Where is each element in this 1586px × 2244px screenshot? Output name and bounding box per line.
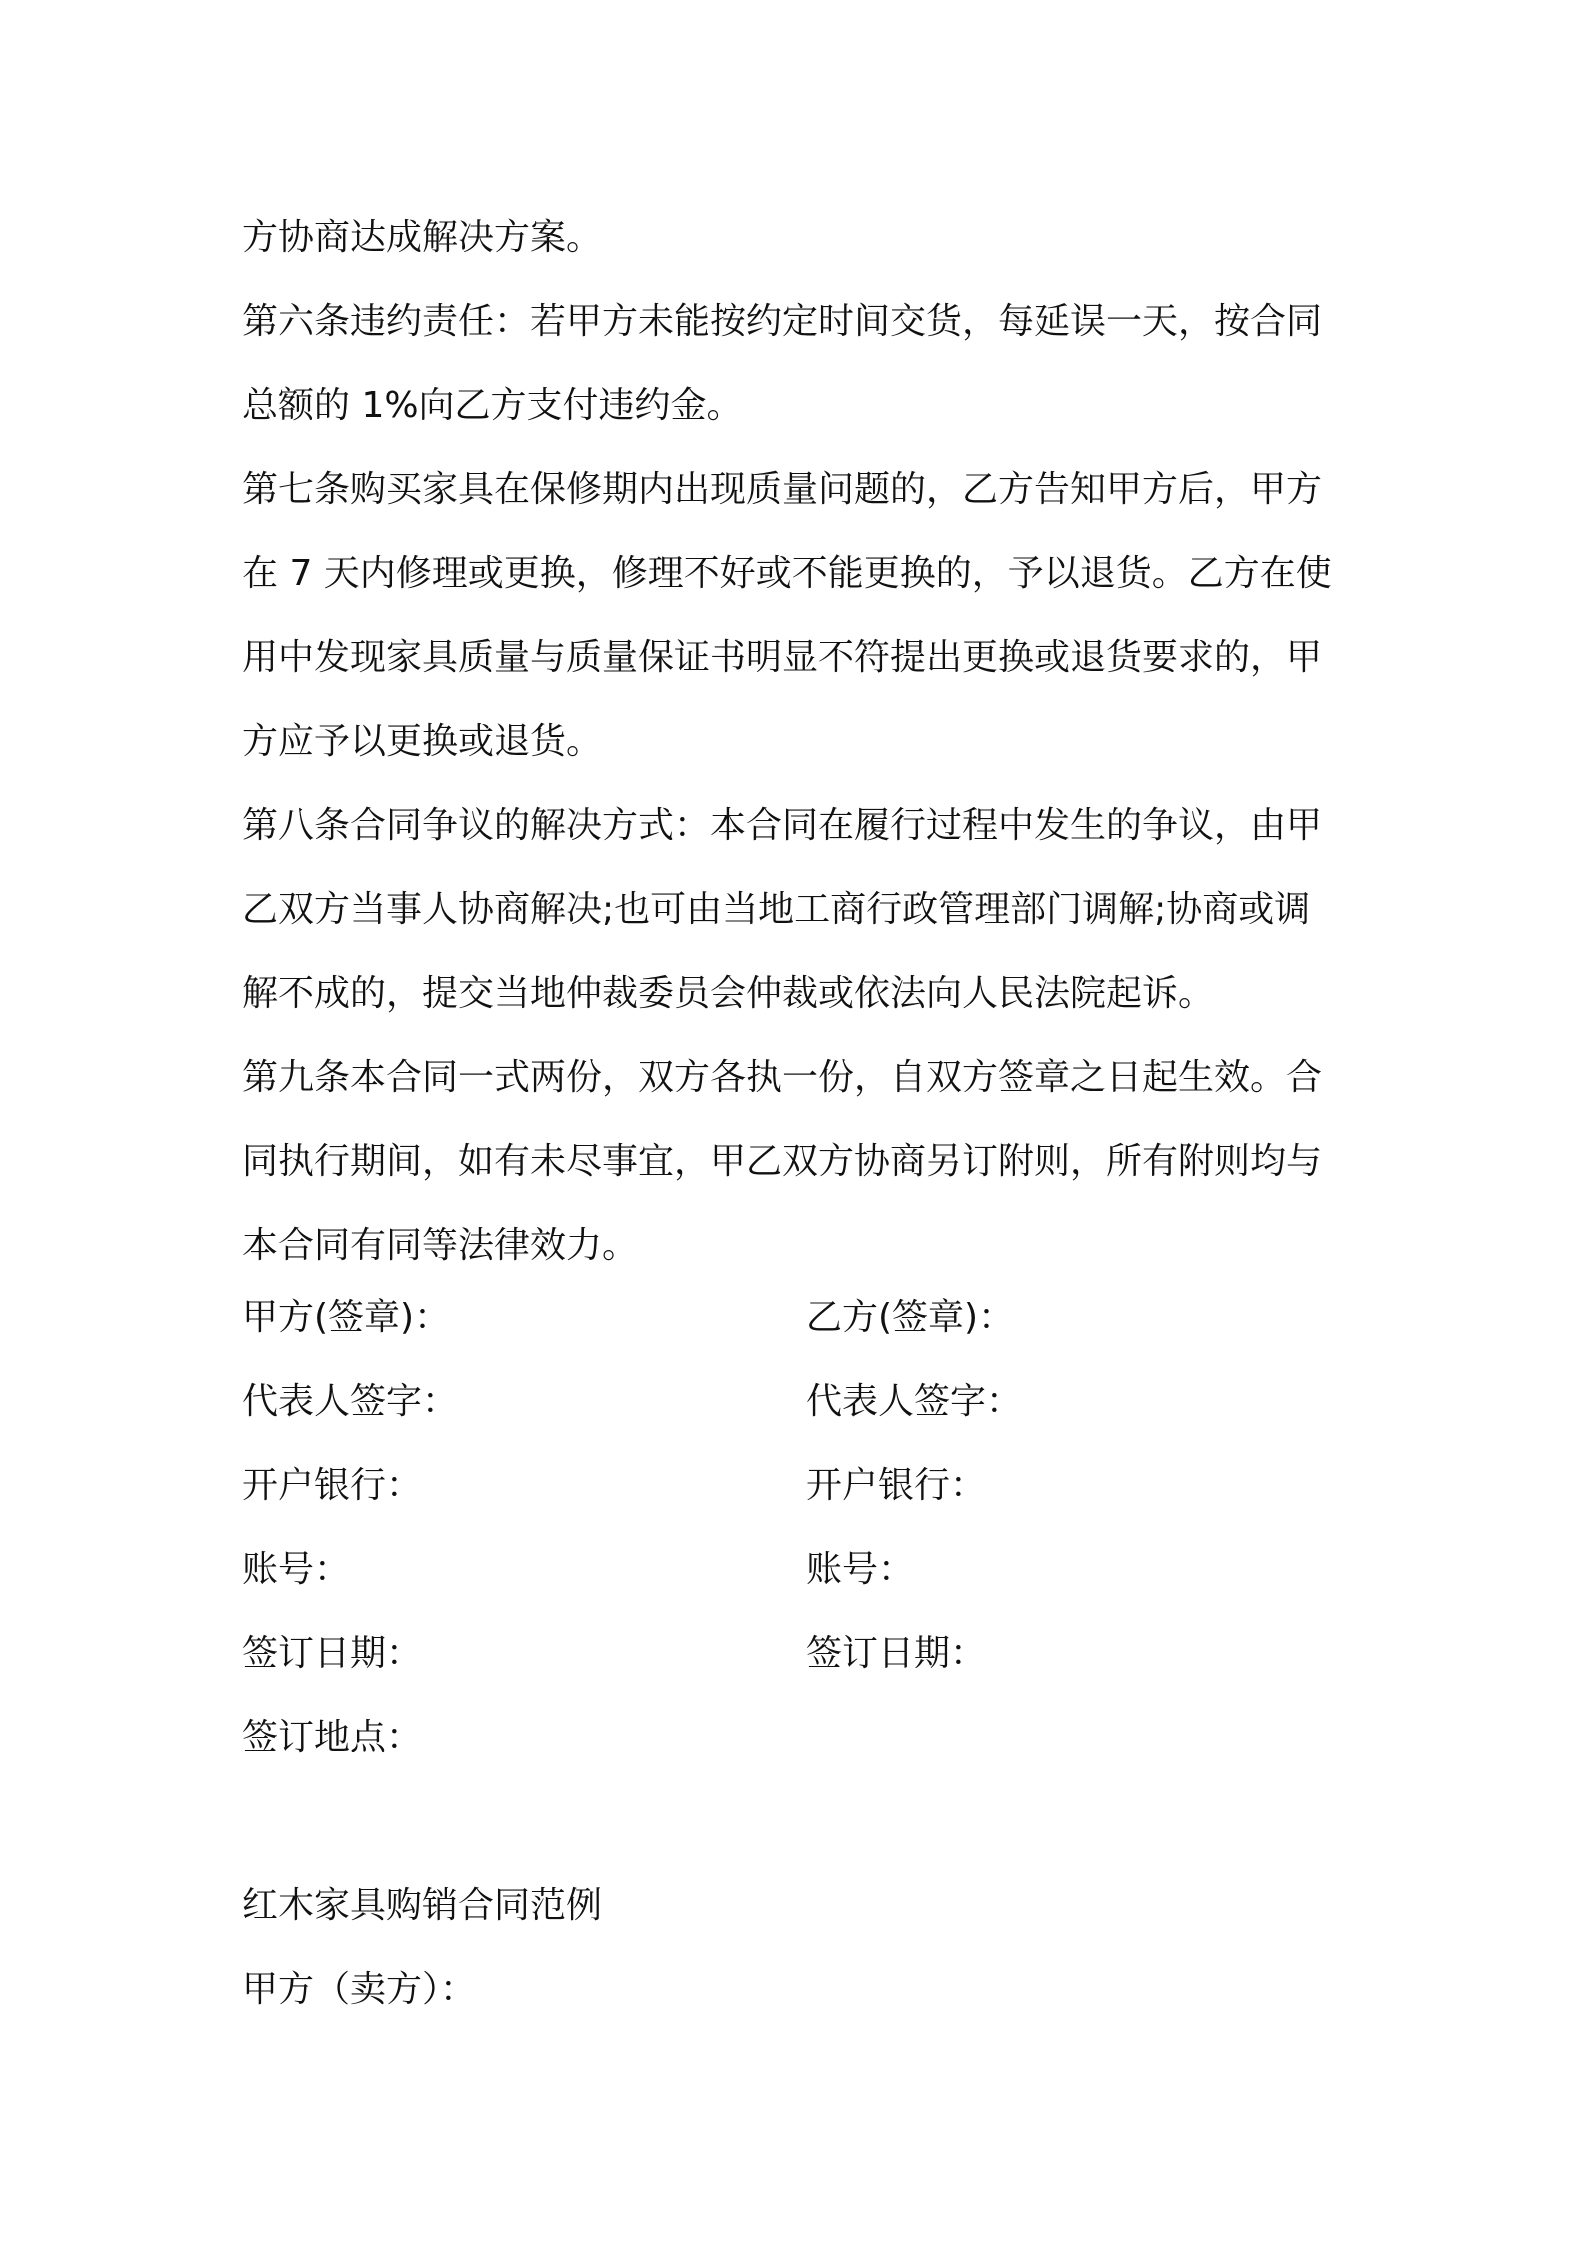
- text-line: 第九条本合同一式两份，双方各执一份，自双方签章之日起生效。合: [242, 1057, 1323, 1098]
- text-line: 解不成的，提交当地仲裁委员会仲裁或依法向人民法院起诉。: [242, 973, 1215, 1014]
- party-a-representative-label: 代表人签字：: [242, 1381, 459, 1422]
- text-line: 第六条违约责任：若甲方未能按约定时间交货，每延误一天，按合同: [242, 301, 1323, 342]
- party-b-bank-label: 开户银行：: [806, 1465, 987, 1506]
- party-b-representative-label: 代表人签字：: [806, 1381, 1023, 1422]
- text-line: 总额的 1%向乙方支付违约金。: [242, 385, 743, 426]
- signing-place-label: 签订地点：: [242, 1717, 423, 1758]
- text-line: 用中发现家具质量与质量保证书明显不符提出更换或退货要求的，甲: [242, 637, 1323, 678]
- contract-body: [242, 196, 1352, 1288]
- party-a-account-label: 账号：: [242, 1549, 351, 1590]
- next-contract-party-a: 甲方（卖方）：: [242, 1969, 477, 2010]
- party-a-seal-label: 甲方(签章)：: [242, 1297, 451, 1338]
- signature-row: [242, 1444, 1352, 1528]
- signature-row: [242, 1360, 1352, 1444]
- party-b-date-label: 签订日期：: [806, 1633, 987, 1674]
- text-line: 第七条购买家具在保修期内出现质量问题的，乙方告知甲方后，甲方: [242, 469, 1323, 510]
- party-b-seal-label: 乙方(签章)：: [806, 1297, 1015, 1338]
- text-line: 本合同有同等法律效力。: [242, 1225, 639, 1266]
- text-line: 方应予以更换或退货。: [242, 721, 603, 762]
- text-line: 方协商达成解决方案。: [242, 217, 603, 258]
- signature-row: [242, 1276, 1352, 1360]
- party-a-date-label: 签订日期：: [242, 1633, 423, 1674]
- signature-row: [242, 1528, 1352, 1612]
- text-line: 第八条合同争议的解决方式：本合同在履行过程中发生的争议，由甲: [242, 805, 1323, 846]
- text-line: 在 7 天内修理或更换，修理不好或不能更换的，予以退货。乙方在使: [242, 553, 1332, 594]
- party-a-bank-label: 开户银行：: [242, 1465, 423, 1506]
- next-contract-title: 红木家具购销合同范例: [242, 1885, 603, 1926]
- party-b-account-label: 账号：: [806, 1549, 915, 1590]
- signature-block: [242, 1276, 1352, 1780]
- text-line: 同执行期间，如有未尽事宜，甲乙双方协商另订附则，所有附则均与: [242, 1141, 1323, 1182]
- signature-row: [242, 1696, 1352, 1780]
- text-line: 乙双方当事人协商解决;也可由当地工商行政管理部门调解;协商或调: [242, 889, 1311, 930]
- signature-row: [242, 1612, 1352, 1696]
- next-contract-section: [242, 1864, 1352, 2032]
